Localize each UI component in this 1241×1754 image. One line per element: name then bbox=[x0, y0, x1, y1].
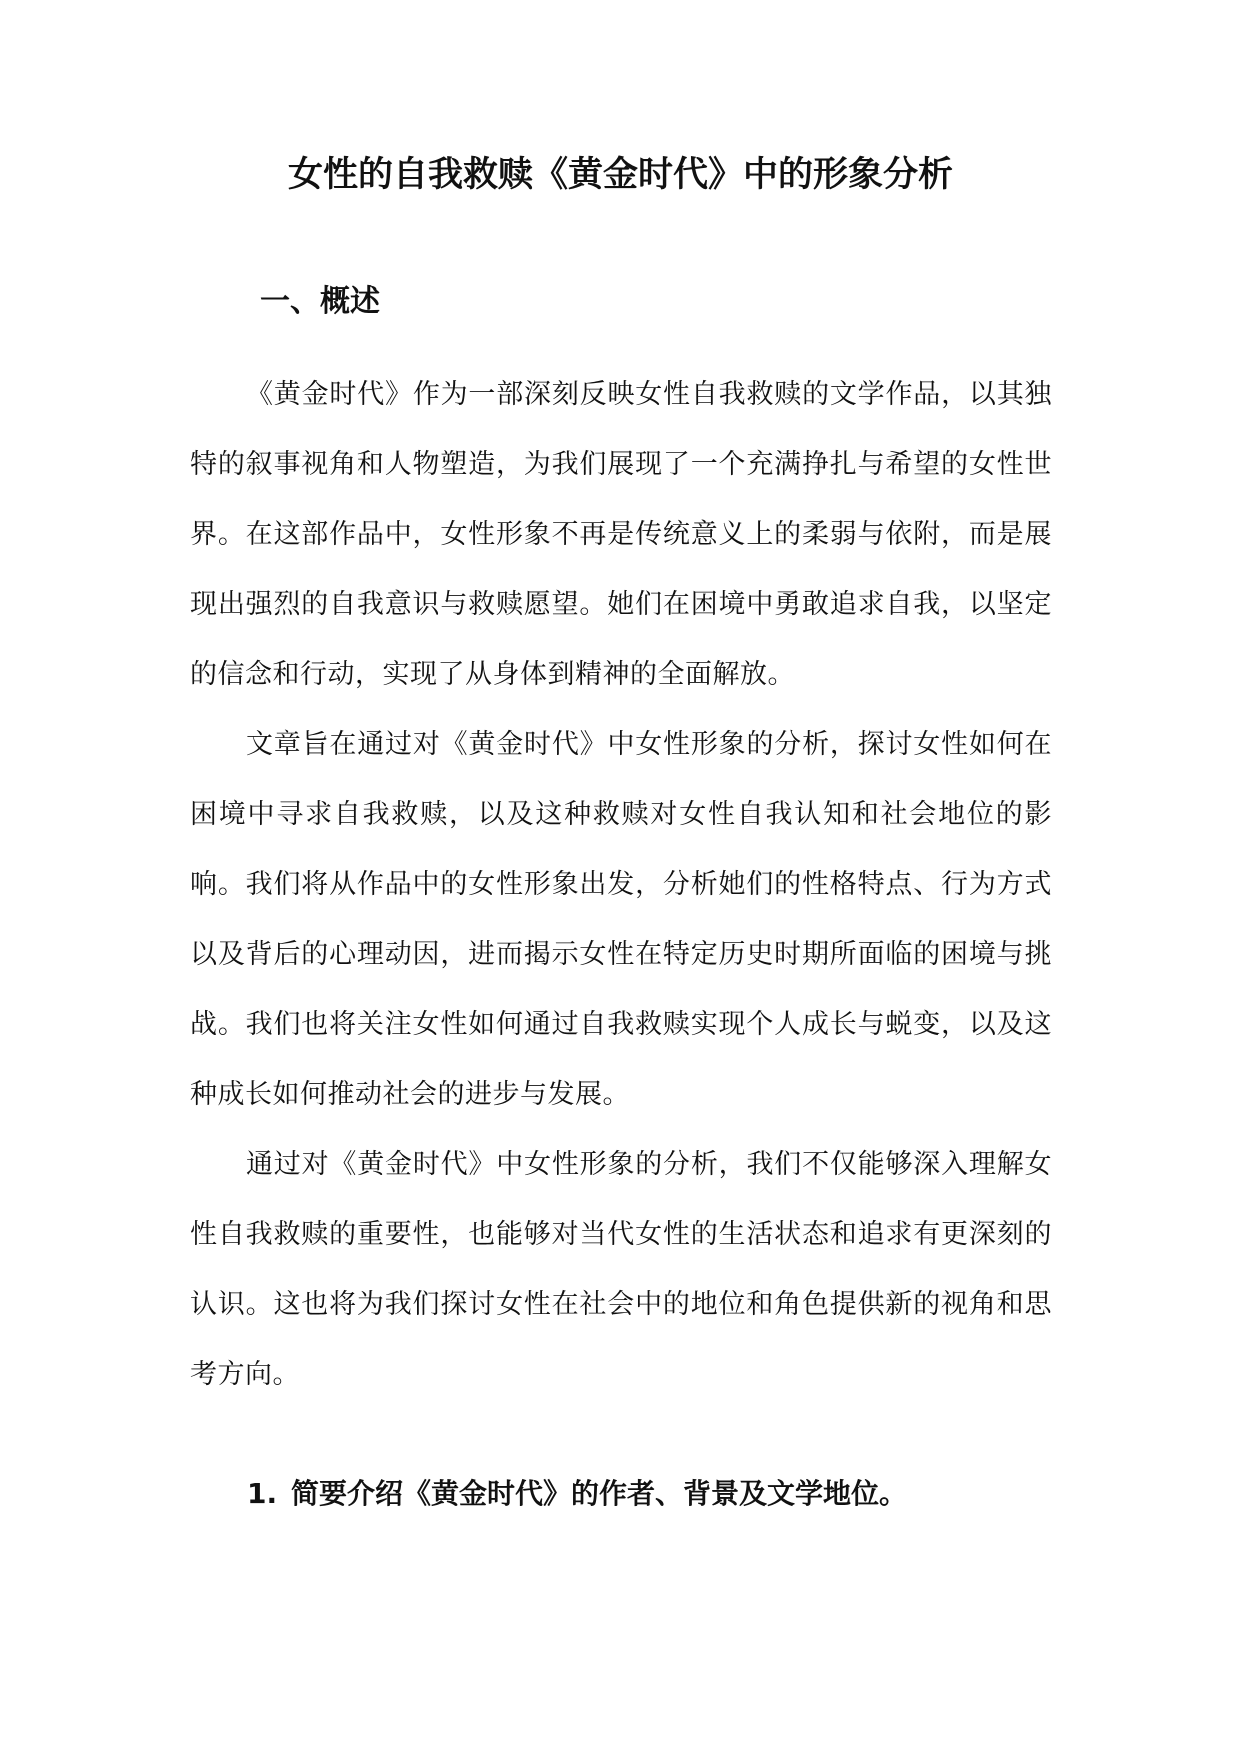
document-title: 女性的自我救赎《黄金时代》中的形象分析 bbox=[287, 155, 953, 195]
paragraph: 文章旨在通过对《黄金时代》中女性形象的分析，探讨女性如何在困境中寻求自我救赎，以及这种救赎对女性自我认知和社会地位的影响。我们将从作品中的女性形象出发，分析她们的性格特点、行为方式以及背后的心理动因，进而揭示女性在特定历史时期所面临的困境与挑战。我们也将关注女性如何通过自我救赎实现个人成长与蜕变，以及这种成长如何推动社会的进步与发展。 bbox=[190, 729, 1052, 1110]
subheading-number: 1. bbox=[247, 1477, 278, 1510]
subheading-text: 简要介绍《黄金时代》的作者、背景及文学地位。 bbox=[291, 1477, 908, 1510]
paragraph: 通过对《黄金时代》中女性形象的分析，我们不仅能够深入理解女性自我救赎的重要性，也能够对当代女性的生活状态和追求有更深刻的认识。这也将为我们探讨女性在社会中的地位和角色提供新的视角和思考方向。 bbox=[190, 1149, 1052, 1390]
section-heading: 一、概述 bbox=[260, 284, 380, 319]
body-text bbox=[190, 360, 1052, 1410]
paragraph: 《黄金时代》作为一部深刻反映女性自我救赎的文学作品，以其独特的叙事视角和人物塑造，为我们展现了一个充满挣扎与希望的女性世界。在这部作品中，女性形象不再是传统意义上的柔弱与依附，而是展现出强烈的自我意识与救赎愿望。她们在困境中勇敢追求自我，以坚定的信念和行动，实现了从身体到精神的全面解放。 bbox=[190, 379, 1052, 690]
subheading bbox=[247, 1472, 907, 1516]
